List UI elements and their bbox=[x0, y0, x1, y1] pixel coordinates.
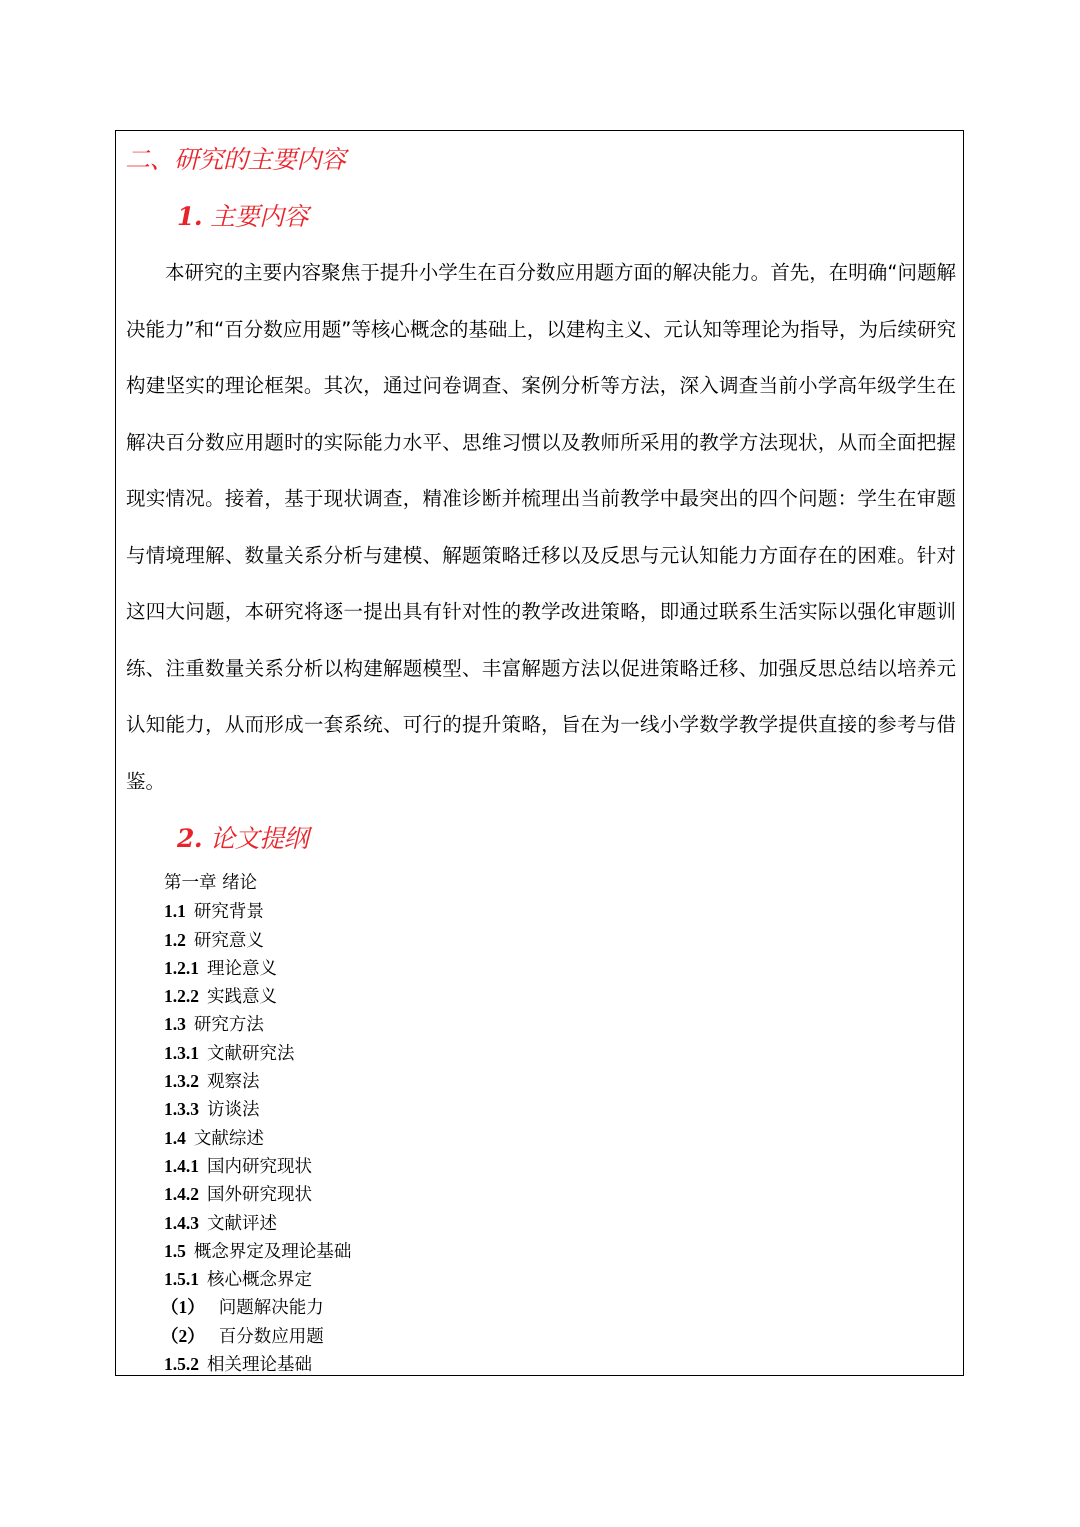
outline-item bbox=[161, 1322, 351, 1350]
outline-item bbox=[164, 1350, 351, 1378]
outline-item bbox=[164, 1209, 351, 1237]
outline-item-number: 1.4 bbox=[164, 1127, 186, 1148]
outline-item-label: 文献评述 bbox=[207, 1213, 277, 1234]
outline-item-number: 1.3.3 bbox=[164, 1099, 199, 1120]
outline-item-number: 1.1 bbox=[164, 901, 186, 922]
outline-item-label: 相关理论基础 bbox=[207, 1355, 312, 1376]
outline-item-number: 1.2 bbox=[164, 929, 186, 950]
outline-item-label: 第一章 绪论 bbox=[164, 873, 258, 893]
outline-item bbox=[164, 1237, 351, 1265]
outline-item-label: 文献研究法 bbox=[207, 1043, 295, 1064]
outline-item-number: （1） bbox=[161, 1297, 205, 1318]
outline-item-number: 1.3 bbox=[164, 1014, 186, 1035]
outline-item-label: 文献综述 bbox=[193, 1128, 264, 1149]
outline-item bbox=[161, 1293, 351, 1321]
outline-heading bbox=[177, 823, 308, 855]
outline-item-label: 实践意义 bbox=[207, 987, 277, 1008]
outline-item bbox=[164, 926, 351, 954]
outline-title: 论文提纲 bbox=[210, 824, 309, 853]
outline-list bbox=[161, 869, 352, 1378]
outline-item-number: 1.4.3 bbox=[164, 1212, 199, 1233]
outline-number: 2. bbox=[177, 824, 203, 853]
outline-item-number: 1.4.2 bbox=[164, 1184, 199, 1205]
outline-item-label: 访谈法 bbox=[207, 1100, 260, 1121]
outline-item bbox=[164, 1095, 351, 1123]
outline-item-label: 研究方法 bbox=[193, 1015, 264, 1036]
outline-item bbox=[164, 1265, 351, 1293]
outline-item bbox=[164, 1124, 351, 1152]
outline-item bbox=[164, 1180, 351, 1208]
outline-item-number: 1.2.2 bbox=[164, 986, 199, 1007]
outline-item-label: 观察法 bbox=[207, 1072, 260, 1093]
outline-item-number: 1.2.1 bbox=[164, 957, 199, 978]
main-content-paragraph: 本研究的主要内容聚焦于提升小学生在百分数应用题方面的解决能力。首先，在明确“问题解决能力”和“百分数应用题”等核心概念的基础上，以建构主义、元认知等理论为指导，为后续研究构建坚实的理论框架。其次，通过问卷调查、案例分析等方法，深入调查当前小学高年级学生在解决百分数应用题时的实际能力水平、思维习惯以及教师所采用的教学方法现状，从而全面把握现实情况。接着，基于现状调查，精准诊断并梳理出当前教学中最突出的四个问题：学生在审题与情境理解、数量关系分析与建模、解题策略迁移以及反思与元认知能力方面存在的困难。针对这四大问题，本研究将逐一提出具有针对性的教学改进策略，即通过联系生活实际以强化审题训练、注重数量关系分析以构建解题模型、丰富解题方法以促进策略迁移、加强反思总结以培养元认知能力，从而形成一套系统、可行的提升策略，旨在为一线小学数学教学提供直接的参考与借鉴。 bbox=[126, 261, 956, 793]
main-content-heading bbox=[177, 201, 308, 233]
outline-item-label: 百分数应用题 bbox=[218, 1326, 324, 1347]
outline-item-number: 1.4.1 bbox=[164, 1155, 199, 1176]
outline-item-number: 1.5.2 bbox=[164, 1354, 199, 1375]
outline-item bbox=[164, 982, 351, 1010]
outline-item bbox=[164, 954, 351, 982]
outline-item bbox=[164, 1152, 351, 1180]
main-content-title: 主要内容 bbox=[210, 202, 309, 231]
outline-item-label: 概念界定及理论基础 bbox=[193, 1241, 352, 1262]
outline-item-label: 理论意义 bbox=[207, 958, 277, 979]
outline-item-number: 1.5.1 bbox=[164, 1269, 199, 1290]
outline-item bbox=[164, 1039, 351, 1067]
outline-item-number: 1.3.1 bbox=[164, 1042, 199, 1063]
outline-item bbox=[164, 869, 351, 897]
outline-item-number: 1.3.2 bbox=[164, 1071, 199, 1092]
outline-item bbox=[164, 1067, 351, 1095]
main-content-number: 1. bbox=[177, 202, 203, 231]
outline-item-label: 问题解决能力 bbox=[218, 1298, 324, 1319]
outline-item-number: （2） bbox=[161, 1325, 205, 1346]
outline-item-label: 国内研究现状 bbox=[207, 1156, 312, 1177]
outline-item-label: 核心概念界定 bbox=[207, 1270, 312, 1291]
outline-item bbox=[164, 897, 351, 925]
section-heading: 二、研究的主要内容 bbox=[125, 145, 346, 174]
outline-item bbox=[164, 1010, 351, 1038]
outline-item-label: 研究意义 bbox=[193, 930, 264, 951]
outline-item-label: 研究背景 bbox=[193, 902, 264, 923]
outline-item-number: 1.5 bbox=[164, 1240, 186, 1261]
outline-item-label: 国外研究现状 bbox=[207, 1185, 312, 1206]
